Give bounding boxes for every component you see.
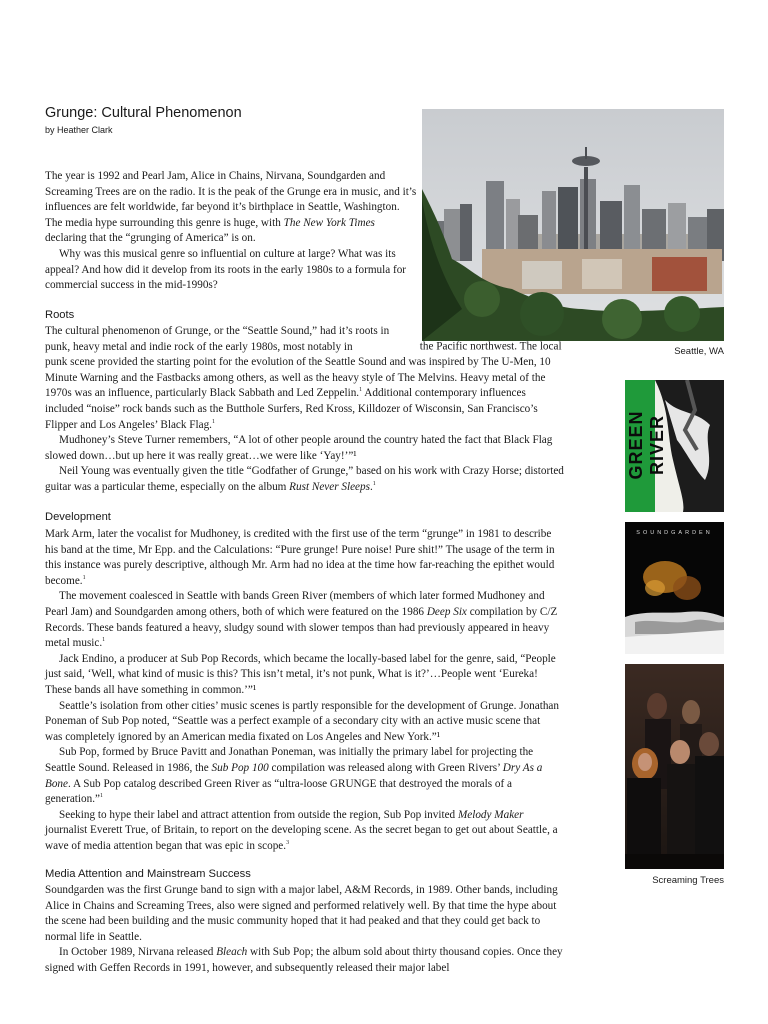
green-river-cover-text: GREEN RIVER	[626, 410, 667, 480]
roots-paragraph-2: Mudhoney’s Steve Turner remembers, “A lot of other people around the country hated the fact that Black Flag slowed down…but up here it was really great…we were like ‘Yay!’”¹	[45, 434, 553, 462]
section-heading-media: Media Attention and Mainstream Success	[45, 868, 251, 880]
media-text	[45, 883, 565, 977]
section-heading-roots: Roots	[45, 309, 75, 321]
soundgarden-cover	[625, 522, 724, 654]
development-text	[45, 527, 560, 854]
seattle-caption: Seattle, WA	[674, 346, 724, 357]
intro-paragraph-1: The year is 1992 and Pearl Jam, Alice in Chains, Nirvana, Soundgarden and Screaming Trees are on the radio. It is the peak of the Grunge era in music, and it’s influences are felt worldwide, far beyond it’s birthplace in Seattle, Washington. The media hype surrounding this genre is huge, with The New York Times declaring that the “grunging of America” is on.	[45, 170, 417, 245]
media-paragraph-2: In October 1989, Nirvana released Bleach with Sub Pop; the album sold about thirty thousand copies. Once they signed with Geffen Records in 1991, however, and subsequently released their major label	[45, 946, 563, 974]
seattle-skyline-image	[422, 109, 724, 341]
soundgarden-cover-art	[625, 522, 724, 654]
band-caption: Screaming Trees	[652, 875, 724, 886]
intro-text	[45, 169, 417, 294]
green-river-cover	[625, 380, 724, 512]
development-paragraph-1: Mark Arm, later the vocalist for Mudhoney, is credited with the first use of the term “grunge” in 1981 to describe his band at the time, Mr Epp. and the Calculations: “Pure grunge! Pure noise! Pure shit!” The usage of the term in this instance was purely descriptive, although Mr. Arm had no idea at the time how far-reaching the epithet would become.$^1$	[45, 528, 555, 587]
media-paragraph-1: Soundgarden was the first Grunge band to sign with a major label, A&M Records, in 1989. Other bands, including Alice in Chains and Screaming Trees, also were signed and performed relatively well. By that time the hype about the scene had been building and the music community hoped that it had peaked and that they could get back to normal life in Seattle.	[45, 884, 558, 943]
seattle-skyline-photo	[422, 109, 724, 341]
band-photo	[625, 664, 724, 869]
development-paragraph-2: The movement coalesced in Seattle with bands Green River (members of which later formed Mudhoney and Pearl Jam) and Soundgarden among others, both of which were featured on the 1986 Deep Six compilation by C/Z Records. These bands featured a heavy, sludgy sound with slower tempos than had previously appeared in heavy metal music.$^1$	[45, 590, 558, 650]
roots-paragraph-1: The cultural phenomenon of Grunge, or the “Seattle Sound,” had it’s roots in punk, heavy metal and indie rock of the early 1980s, most notably in the Pacific northwest. The local punk scene provided the starting point for the evolution of the Seattle Sound and was inspired by The U-Men, 10 Minute Warning and the Fastbacks among others, as well as the heavy style of The Melvins. Heavy metal of the 1970s was an influence, particularly Black Sabbath and Led Zeppelin.$^1$ Additional contemporary influences included “noise” rock bands such as the Butthole Surfers, Red Kross, Killdozer of Wisconsin, San Francisco’s Flipper and Los Angeles’ Black Flag.$^1$	[45, 325, 562, 431]
development-paragraph-6: Seeking to hype their label and attract attention from outside the region, Sub Pop invited Melody Maker journalist Everett True, of Britain, to report on the developing scene. As the secret began to get out about Seattle, a wave of media attention began that was epic in scope.$^3$	[45, 808, 558, 852]
intro-paragraph-2: Why was this musical genre so influential on culture at large? What was its appeal? And how did it develop from its roots in the early 1980s to a formula for commercial success in the mid-1990s?	[45, 247, 407, 292]
section-heading-development: Development	[45, 511, 111, 523]
soundgarden-cover-text: SOUNDGARDEN	[636, 530, 713, 536]
development-paragraph-3: Jack Endino, a producer at Sub Pop Records, which became the locally-based label for the genre, said, “People just said, ‘Well, what kind of music is this? This isn’t metal, it’s not punk, What is it?’…People went ‘Eureka! These bands all have something in common.’”¹	[45, 652, 556, 696]
article-title: Grunge: Cultural Phenomenon	[45, 105, 242, 121]
development-paragraph-4: Seattle’s isolation from other cities’ music scenes is partly responsible for the development of Grunge. Jonathan Poneman of Sub Pop noted, “Seattle was a perfect example of a secondary city with an active music scene that was completely ignored by an American media fixated on Los Angeles and New York.”¹	[45, 699, 559, 743]
roots-paragraph-3: Neil Young was eventually given the title “Godfather of Grunge,” based on his work with Crazy Horse; distorted guitar was a particular theme, especially on the album Rust Never Sleeps.$^1$	[45, 465, 564, 493]
development-paragraph-5: Sub Pop, formed by Bruce Pavitt and Jonathan Poneman, was initially the primary label for projecting the Seattle Sound. Released in 1986, the Sub Pop 100 compilation was released along with Green Rivers’ Dry As a Bone. A Sub Pop catalog described Green River as “ultra-loose GRUNGE that destroyed the morals of a generation.”$^1$	[45, 746, 543, 806]
article-byline: by Heather Clark	[45, 125, 113, 135]
band-photo-image	[625, 664, 724, 869]
roots-text	[45, 324, 565, 496]
